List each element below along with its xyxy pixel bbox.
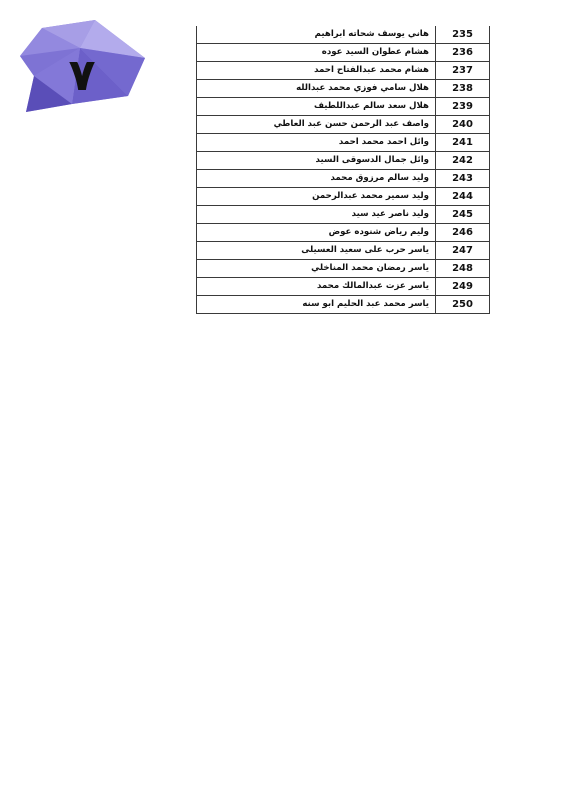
table-row xyxy=(197,260,490,278)
person-name-cell: هشام محمد عبدالفتاح احمد xyxy=(197,62,436,80)
row-number-cell: 244 xyxy=(436,188,490,206)
table-row xyxy=(197,170,490,188)
person-name-cell: ياسر حرب على سعيد العسيلى xyxy=(197,242,436,260)
person-name-cell: هاني يوسف شحاته ابراهيم xyxy=(197,26,436,44)
person-name-cell: وائل احمد محمد احمد xyxy=(197,134,436,152)
table-row xyxy=(197,224,490,242)
row-number-cell: 250 xyxy=(436,296,490,314)
row-number-cell: 237 xyxy=(436,62,490,80)
row-number-cell: 235 xyxy=(436,26,490,44)
table-row xyxy=(197,44,490,62)
table-row xyxy=(197,62,490,80)
row-number-cell: 248 xyxy=(436,260,490,278)
table-row xyxy=(197,206,490,224)
person-name-cell: وليم رياض شنوده عوض xyxy=(197,224,436,242)
person-name-cell: هلال سامي فوزي محمد عبدالله xyxy=(197,80,436,98)
row-number-cell: 243 xyxy=(436,170,490,188)
table-row xyxy=(197,80,490,98)
row-number-cell: 239 xyxy=(436,98,490,116)
speech-bubble-shape xyxy=(20,18,150,118)
table-row xyxy=(197,296,490,314)
person-name-cell: واصف عبد الرحمن حسن عبد العاطي xyxy=(197,116,436,134)
row-number-cell: 246 xyxy=(436,224,490,242)
person-name-cell: وائل جمال الدسوقى السيد xyxy=(197,152,436,170)
person-name-cell: وليد سمير محمد عبدالرحمن xyxy=(197,188,436,206)
table-row xyxy=(197,278,490,296)
row-number-cell: 247 xyxy=(436,242,490,260)
person-name-cell: وليد ناصر عيد سيد xyxy=(197,206,436,224)
person-name-cell: هلال سعد سالم عبداللطيف xyxy=(197,98,436,116)
table-row xyxy=(197,98,490,116)
row-number-cell: 242 xyxy=(436,152,490,170)
name-roster-table xyxy=(196,26,490,314)
row-number-cell: 249 xyxy=(436,278,490,296)
table-row xyxy=(197,26,490,44)
person-name-cell: ياسر رمضان محمد المناخلي xyxy=(197,260,436,278)
table-row xyxy=(197,242,490,260)
table-row xyxy=(197,116,490,134)
roster-body xyxy=(197,26,490,314)
row-number-cell: 241 xyxy=(436,134,490,152)
person-name-cell: وليد سالم مرزوق محمد xyxy=(197,170,436,188)
speech-bubble-icon xyxy=(20,18,150,118)
badge-digit: ٧ xyxy=(68,50,96,101)
person-name-cell: هشام عطوان السيد عوده xyxy=(197,44,436,62)
person-name-cell: ياسر محمد عبد الحليم ابو سنه xyxy=(197,296,436,314)
table-row xyxy=(197,152,490,170)
table-row xyxy=(197,188,490,206)
row-number-cell: 245 xyxy=(436,206,490,224)
row-number-cell: 238 xyxy=(436,80,490,98)
person-name-cell: ياسر عزت عبدالمالك محمد xyxy=(197,278,436,296)
row-number-cell: 236 xyxy=(436,44,490,62)
table-row xyxy=(197,134,490,152)
row-number-cell: 240 xyxy=(436,116,490,134)
